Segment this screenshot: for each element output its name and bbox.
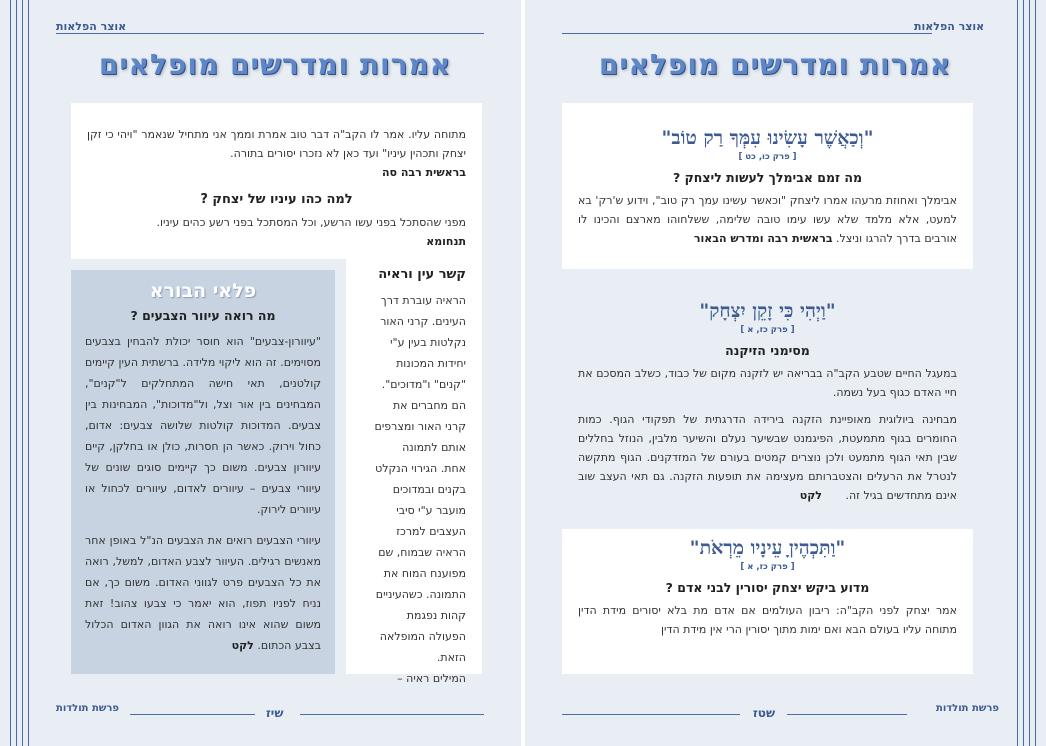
source-citation: לקט — [799, 489, 822, 502]
side-text-line: העינים. קרני האור — [380, 315, 466, 328]
fact-paragraph — [71, 520, 335, 656]
side-text-line: התמונה. כשהעיניים — [375, 588, 466, 601]
page-title: אמרות ומדרשים מופלאים — [598, 48, 952, 81]
header-rule — [56, 33, 484, 34]
chapter-reference: [ פרק כו, כט ] — [738, 152, 797, 162]
question-heading: מסימני הזיקנה — [725, 343, 810, 358]
border-line — [28, 0, 29, 746]
border-line — [16, 0, 17, 746]
side-text-line: "קנים" ו"מדוכים". — [381, 378, 466, 391]
fact-box-question: מה רואה עיוור הצבעים ? — [130, 308, 276, 323]
side-text — [346, 282, 482, 689]
paragraph-text: מבחינה ביולוגית מאופיינת הזקנה בירידה הדרגתית של תפקודי הגוף. כמות החומרים בגוף מתמעטת, הפיגמנט שבשיער נעלם והשיער מלבין, הנוזל בחללים שבין תאי הגוף מתמעט ולכן נוצרים קמטים בעורם של המזדקנים. הגוף מתקשה לנטרל את הרעלים והצטברותם מעצימה את תופעות הזקנה. גם תאי העצב שוב אינם מתחדשים בגיל זה. — [578, 413, 957, 502]
border-line — [10, 0, 11, 746]
side-text-line: העצבים למרכז — [396, 525, 466, 538]
fact-box-title: פלאי הבורא — [149, 280, 257, 302]
paragraph: אמר יצחק לפני הקב"ה: ריבון העולמים אם אדם מת בלא יסורים מידת הדין מתוחה עליו בעולם הבא ואם ימות מתוך יסורין הרי אין מידת הדין — [578, 604, 957, 636]
side-text-line: הפעולה המופלאה — [379, 630, 466, 643]
section-title: "וְכַאֲשֶׁר עָשִׂינוּ עִמְּךָ רַק טוֹב" — [661, 127, 874, 149]
paragraph-text: אבימלך ואחוזת מרעהו אמרו ליצחק "וכאשר עשינו עמך רק טוב", וידוע ש'רק' בא למעט, אלא מלמד שלא עשו עימו טובה שלימה, ששלחוהו מארצם והכינו לו אורבים בדרך להרגו וניצל. — [578, 194, 957, 245]
footer-parsha: פרשת תולדות — [56, 703, 119, 714]
paragraph — [562, 402, 973, 505]
right-page — [525, 0, 1046, 746]
footer-parsha: פרשת תולדות — [936, 703, 999, 714]
fact-paragraph-text: עיוורי הצבעים רואים את הצבעים הנ"ל באופן אחר מאנשים רגילים. העיוור לצבע האדום, למשל, רואה את כל הצבעים פרט לגווני האדום. משום כך, אם נניח לפניו תפוז, הוא יאמר כי צבעו צהוב! זאת משום שהוא אינו רואה את הגוון האדום הכלול בצבע הכתום. — [85, 534, 321, 652]
side-text-line: הזאת. — [436, 651, 466, 664]
footer-rule — [300, 714, 484, 715]
fact-box — [71, 270, 335, 674]
border-line — [1017, 0, 1018, 746]
side-column — [346, 259, 482, 685]
section-box-3 — [562, 529, 973, 674]
page-title: אמרות ומדרשים מופלאים — [98, 48, 452, 81]
question-heading: מדוע ביקש יצחק יסורין לבני אדם ? — [665, 580, 870, 595]
paragraph: במעגל החיים שטבע הקב"ה בבריאה יש לזקנה מקום של כבוד, כשלב המסכם את חיי האדם כגוף בעל נשמה. — [578, 367, 957, 399]
side-text-line: קהות נפגמת — [406, 609, 466, 622]
book-header: אוצר הפלאות — [914, 20, 985, 33]
page-number: שטז — [753, 706, 776, 720]
paragraph — [71, 207, 482, 251]
paragraph — [562, 185, 973, 248]
side-text-line: אחת. הגירוי הנקלט — [375, 462, 466, 475]
side-text-line: מפוענח המוח את — [383, 567, 466, 580]
question-heading: מה זמם אבימלך לעשות ליצחק ? — [672, 170, 863, 185]
side-text-line: בקנים ובמדוכים — [392, 483, 466, 496]
top-text-box — [71, 103, 482, 259]
section-box-1 — [562, 103, 973, 269]
question-heading: למה כהו עיניו של יצחק ? — [200, 192, 353, 207]
source-citation: תנחומא — [426, 235, 466, 248]
border-line — [22, 0, 23, 746]
source-citation: בראשית רבה ומדרש הבאור — [693, 232, 833, 245]
left-page — [0, 0, 521, 746]
chapter-reference: [ פרק כז, א ] — [740, 562, 795, 572]
side-text-line: המילים ראיה – — [397, 672, 466, 685]
side-text-line: קרני האור ומצרפים — [374, 420, 466, 433]
border-line — [1029, 0, 1030, 746]
book-header: אוצר הפלאות — [56, 20, 127, 33]
side-text-line: מועבר ע"י סיבי — [396, 504, 466, 517]
paragraph — [71, 103, 482, 182]
side-text-line: הראיה עוברת דרך — [380, 294, 466, 307]
paragraph-text: מפני שהסתכל בפני עשו הרשע, וכל המסתכל בפני רשע כהים עיניו. — [156, 216, 466, 229]
page-number: שיז — [266, 706, 284, 720]
section-title: "וַתִּכְהֶיןָ עֵינָיו מֵרְאֹת" — [689, 537, 846, 559]
section-2 — [562, 284, 973, 514]
section-title: "וַיְהִי כִּי זָקֵן יִצְחָק" — [699, 300, 836, 322]
source-citation: לקט — [231, 639, 254, 652]
border-line — [1023, 0, 1024, 746]
border-line — [1035, 0, 1036, 746]
side-text-line: הם מחברים את — [392, 399, 466, 412]
side-text-line: הראיה שבמוח, שם — [378, 546, 466, 559]
chapter-reference: [ פרק כז, א ] — [740, 325, 795, 335]
side-text-line: אותם לתמונה — [402, 441, 466, 454]
side-title: קשר עין וראיה — [378, 267, 466, 282]
header-rule — [562, 33, 932, 34]
footer-rule — [562, 714, 740, 715]
source-citation: בראשית רבה סה — [381, 166, 466, 179]
side-text-line: נקלטות בעין ע"י — [390, 336, 466, 349]
side-text-line: יחידות המכונות — [396, 357, 466, 370]
fact-paragraph: "עיוורון-צבעים" הוא חוסר יכולת להבחין בצבעים מסוימים. זה הוא ליקוי מלידה. ברשתית העין קיימים קולטנים, תאי חישה המתחלקים ל"קנים", המבחינים בין אור וצל, ול"מדוכות", המבחינות בין צבעים. המדוכות קולטות שלושה צבעים: אדום, כחול וירוק. כאשר הן חסרות, כולן או בחלקן, קיים עיוורון צבעים. משום כך קיימים סוגים שונים של עיוורי צבעים – עיוורים לאדום, עיוורים לכחול או עיוורים לירוק. — [85, 335, 321, 516]
paragraph-text: מתוחה עליו. אמר לו הקב"ה דבר טוב אמרת וממך אני מתחיל שנאמר "ויהי כי זקן יצחק ותכהין עיניו" ועד כאן לא נזכרו יסורים בתורה. — [87, 128, 466, 160]
footer-rule — [787, 714, 907, 715]
footer-rule — [130, 714, 255, 715]
